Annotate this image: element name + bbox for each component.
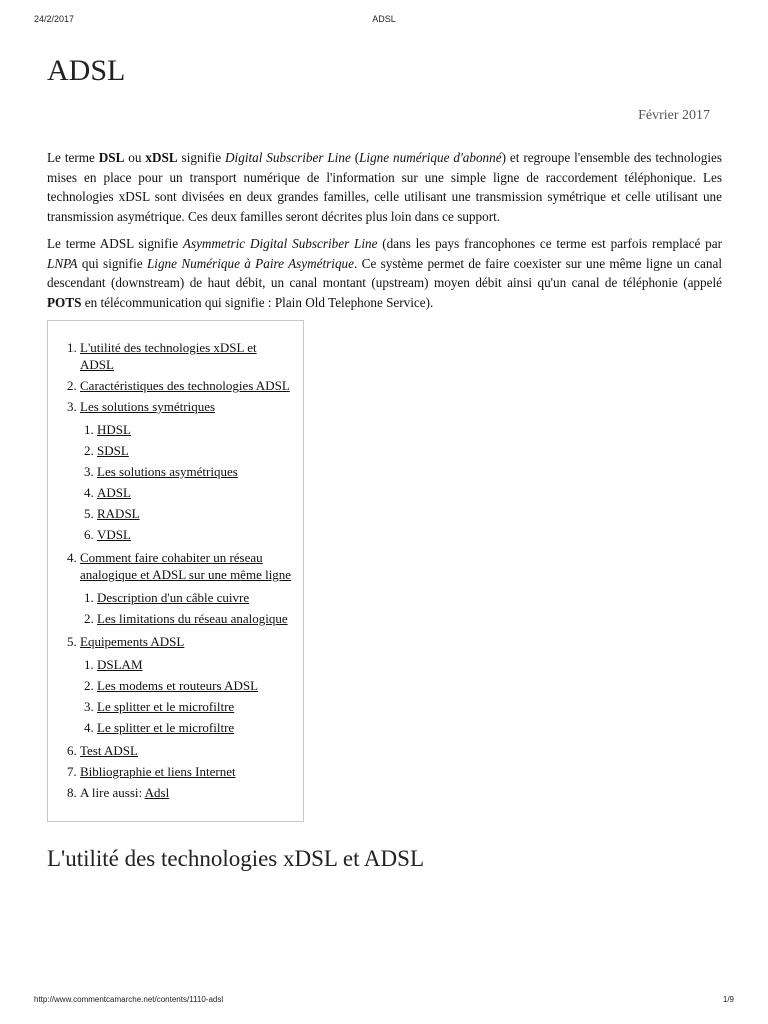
toc-item [80,763,293,780]
toc-link-splitter-2[interactable]: Le splitter et le microfiltre [97,720,235,735]
text: . Ce système permet de faire coexister sur une même ligne un canal descendant (downstream) de haut débit, un canal montant (upstream) moyen débit ainsi qu'un canal de téléphonie (appelé [47,255,722,290]
text: (dans les pays francophones ce terme est parfois remplacé par [377,236,723,251]
term-pots: POTS [47,294,82,310]
term-french: Ligne numérique d'abonné [359,150,502,165]
text: signifie [177,150,226,165]
text: Le terme ADSL signifie [47,236,183,251]
text: qui signifie [77,255,147,271]
article-content [47,148,722,872]
toc-item [80,784,293,801]
print-date: 24/2/2017 [34,14,75,24]
toc-subitem [97,463,293,480]
toc-subitem [97,442,293,459]
print-footer [0,995,768,1009]
toc-sublist [80,589,293,627]
toc-item [80,742,293,759]
toc-subitem [97,484,293,501]
term-lnpa: LNPA [47,255,78,271]
toc-subitem [97,656,293,673]
toc-item [80,339,293,373]
toc-link-cohabiter[interactable]: Comment faire cohabiter un réseau analogique et ADSL sur une même ligne [80,550,292,582]
toc-sublist [80,656,293,736]
toc-link-modems[interactable]: Les modems et routeurs ADSL [97,678,259,693]
table-of-contents [47,320,304,822]
toc-link-splitter-1[interactable]: Le splitter et le microfiltre [97,699,235,714]
toc-link-vdsl[interactable]: VDSL [97,527,131,542]
page-url: http://www.commentcamarche.net/contents/1110-adsl [34,995,224,1004]
toc-item [80,633,293,736]
toc-link-utilite[interactable]: L'utilité des technologies xDSL et ADSL [80,340,257,372]
toc-link-bibliographie[interactable]: Bibliographie et liens Internet [80,764,236,779]
term-xdsl: xDSL [145,150,178,165]
toc-link-test-adsl[interactable]: Test ADSL [80,743,138,758]
toc-subitem [97,677,293,694]
toc-subitem [97,719,293,736]
toc-list [58,339,293,801]
term-english: Asymmetric Digital Subscriber Line [182,236,378,251]
toc-subitem [97,526,293,543]
term-dsl: DSL [98,150,125,165]
toc-label: A lire aussi: [80,785,145,800]
toc-link-adsl-read-also[interactable]: Adsl [144,785,170,800]
term-french: Ligne Numérique à Paire Asymétrique [146,255,355,271]
toc-subitem [97,505,293,522]
toc-link-cable-cuivre[interactable]: Description d'un câble cuivre [97,590,250,605]
toc-link-adsl[interactable]: ADSL [97,485,131,500]
toc-item [80,398,293,543]
toc-link-solutions-symetriques[interactable]: Les solutions symétriques [80,399,216,414]
toc-link-sdsl[interactable]: SDSL [97,443,129,458]
toc-link-radsl[interactable]: RADSL [97,506,140,521]
toc-sublist [80,421,293,543]
section-title: L'utilité des technologies xDSL et ADSL [47,846,424,871]
toc-item [80,549,293,627]
toc-item [80,377,293,394]
publication-date: Février 2017 [638,108,710,123]
term-english: Digital Subscriber Line [225,150,351,165]
text: Le terme [47,150,99,165]
text: ou [124,150,146,165]
toc-subitem [97,610,293,627]
toc-link-solutions-asymetriques[interactable]: Les solutions asymétriques [97,464,238,479]
toc-link-dslam[interactable]: DSLAM [97,657,143,672]
text: ( [350,150,360,165]
toc-subitem [97,698,293,715]
print-header [0,14,768,30]
text: ) et regroupe l'ensemble des technologies mises en place pour un transport numérique de l'information sur une simple ligne de raccordement téléphonique. Les technologies xDSL sont divisées en deux grandes familles, celle utilisant une transmission symétrique et celle utilisant une transmission asymétrique. Ces deux familles seront décrites plus loin dans ce support. [47,150,722,224]
toc-link-equipements[interactable]: Equipements ADSL [80,634,185,649]
text: en télécommunication qui signifie : Plain Old Telephone Service). [81,294,434,310]
print-title: ADSL [372,14,396,24]
page-title: ADSL [47,54,126,87]
intro-paragraph-1 [47,148,722,226]
toc-subitem [97,421,293,438]
toc-subitem [97,589,293,606]
toc-link-caracteristiques[interactable]: Caractéristiques des technologies ADSL [80,378,290,393]
intro-paragraph-2 [47,234,722,312]
page-number: 1/9 [722,995,734,1004]
toc-link-limitations[interactable]: Les limitations du réseau analogique [97,611,288,626]
toc-link-hdsl[interactable]: HDSL [97,422,131,437]
